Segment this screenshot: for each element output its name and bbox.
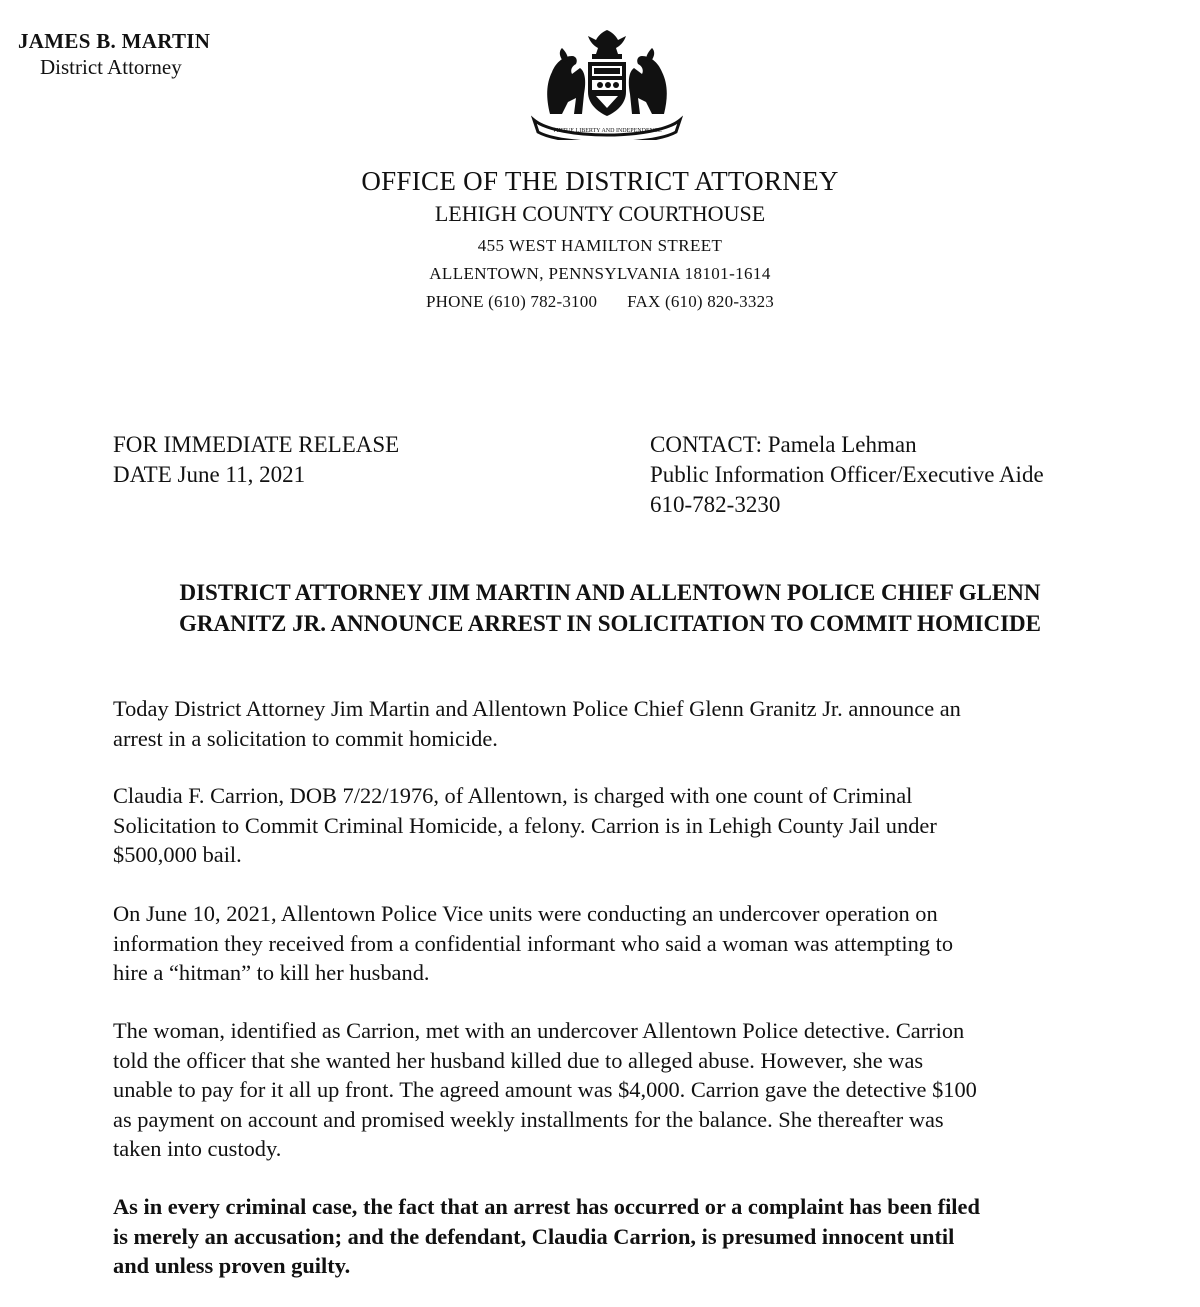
paragraph-line: Today District Attorney Jim Martin and Allentown Police Chief Glenn Granitz Jr. announce an xyxy=(113,696,961,721)
paragraph-line: and unless proven guilty. xyxy=(113,1253,351,1279)
pennsylvania-seal-icon xyxy=(528,28,686,140)
phone-fax-line xyxy=(0,292,1200,312)
paragraph-announcement xyxy=(113,694,1123,753)
release-block xyxy=(113,430,399,490)
contact-block xyxy=(650,430,1044,520)
paragraph-charges xyxy=(113,781,1123,870)
paragraph-line: hire a “hitman” to kill her husband. xyxy=(113,960,430,986)
city-address: ALLENTOWN, PENNSYLVANIA 18101-1614 xyxy=(429,264,771,283)
contact-name: CONTACT: Pamela Lehman xyxy=(650,432,917,457)
contact-title: Public Information Officer/Executive Aide xyxy=(650,462,1044,487)
press-release-headline xyxy=(90,577,1130,639)
release-date: DATE June 11, 2021 xyxy=(113,462,306,487)
paragraph-line: $500,000 bail. xyxy=(113,842,242,868)
headline-line: DISTRICT ATTORNEY JIM MARTIN AND ALLENTOWN POLICE CHIEF GLENN xyxy=(179,580,1041,605)
paragraph-line: On June 10, 2021, Allentown Police Vice units were conducting an undercover operation on xyxy=(113,901,938,926)
paragraph-line: taken into custody. xyxy=(113,1136,282,1162)
paragraph-disclaimer xyxy=(113,1192,1123,1281)
paragraph-line: arrest in a solicitation to commit homicide. xyxy=(113,725,498,751)
courthouse-name: LEHIGH COUNTY COURTHOUSE xyxy=(434,201,766,226)
paragraph-details xyxy=(113,1016,1123,1164)
paragraph-line: information they received from a confidential informant who said a woman was attempting to xyxy=(113,930,954,956)
paragraph-line: is merely an accusation; and the defendant, Claudia Carrion, is presumed innocent until xyxy=(113,1223,955,1249)
street-address: 455 WEST HAMILTON STREET xyxy=(477,236,723,255)
paragraph-line: The woman, identified as Carrion, met with an undercover Allentown Police detective. Carrion xyxy=(113,1018,965,1043)
office-phone: PHONE (610) 782-3100 xyxy=(426,292,598,311)
paragraph-line: unable to pay for it all up front. The agreed amount was $4,000. Carrion gave the detective $100 xyxy=(113,1077,977,1103)
office-name: OFFICE OF THE DISTRICT ATTORNEY xyxy=(361,166,839,196)
paragraph-line: Solicitation to Commit Criminal Homicide, a felony. Carrion is in Lehigh County Jail under xyxy=(113,812,937,838)
paragraph-line: Claudia F. Carrion, DOB 7/22/1976, of Allentown, is charged with one count of Criminal xyxy=(113,783,913,808)
paragraph-line: As in every criminal case, the fact that an arrest has occurred or a complaint has been filed xyxy=(113,1194,980,1219)
district-attorney-name-block xyxy=(18,28,278,80)
paragraph-line: told the officer that she wanted her husband killed due to alleged abuse. However, she was xyxy=(113,1047,924,1073)
paragraph-operation xyxy=(113,899,1123,988)
district-attorney-title: District Attorney xyxy=(40,55,182,79)
release-label: FOR IMMEDIATE RELEASE xyxy=(113,432,400,457)
contact-phone: 610-782-3230 xyxy=(650,492,781,517)
paragraph-line: as payment on account and promised weekly installments for the balance. She thereafter was xyxy=(113,1106,944,1132)
district-attorney-name: JAMES B. MARTIN xyxy=(18,29,211,53)
headline-line: GRANITZ JR. ANNOUNCE ARREST IN SOLICITATION TO COMMIT HOMICIDE xyxy=(178,611,1042,636)
seal-motto: VIRTUE LIBERTY AND INDEPENDENCE xyxy=(552,128,662,134)
office-fax: FAX (610) 820-3323 xyxy=(627,292,774,311)
